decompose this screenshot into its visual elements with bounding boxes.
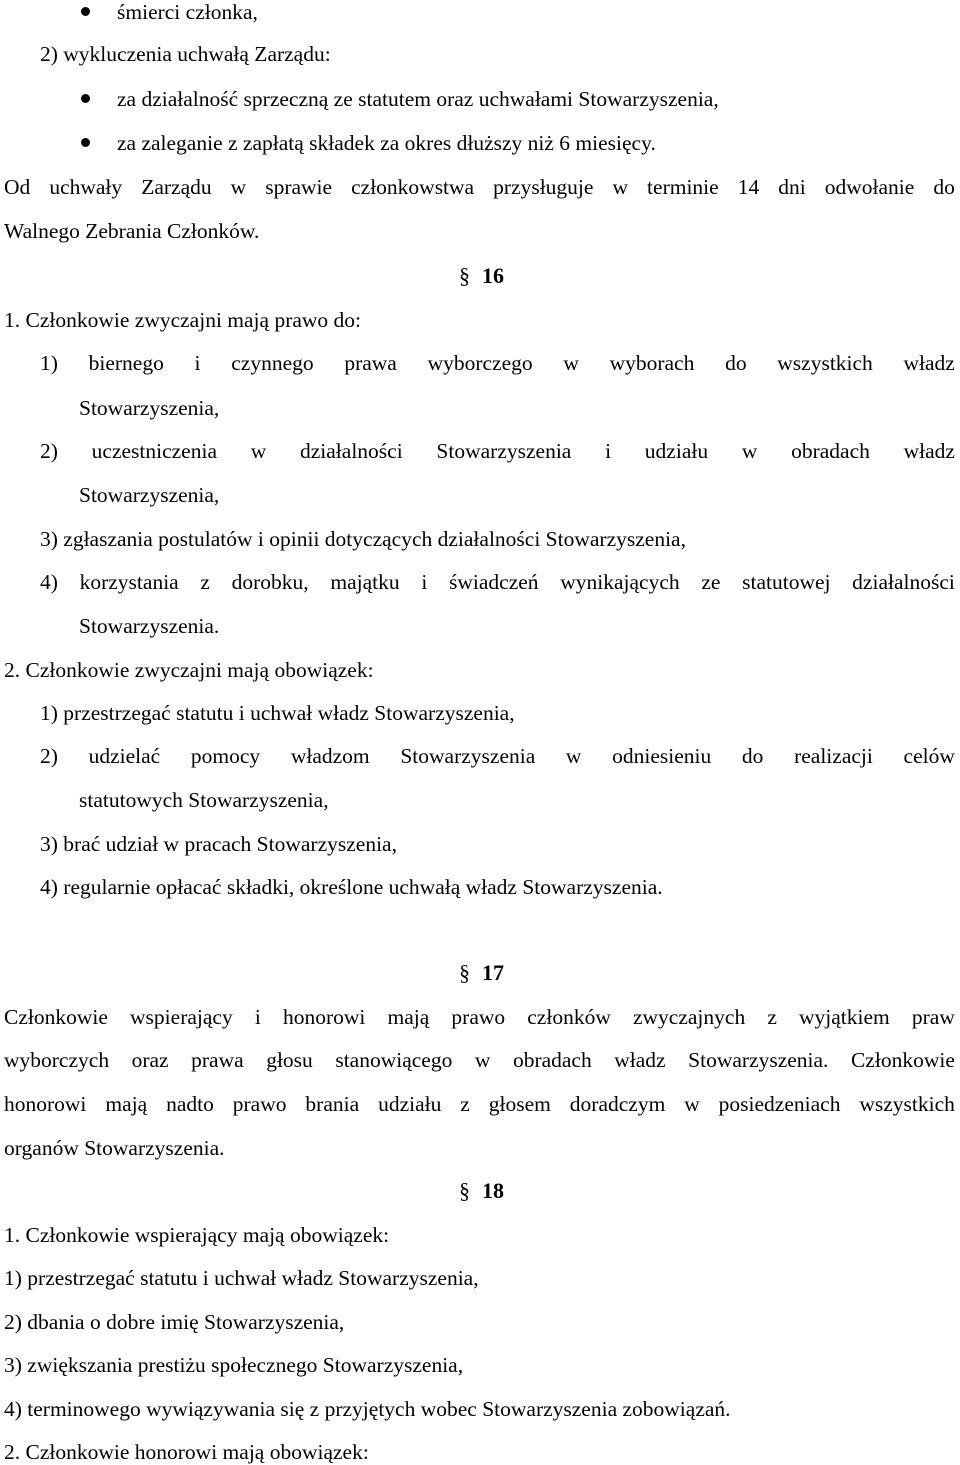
word: z xyxy=(767,1005,777,1029)
word: prawo xyxy=(451,1005,506,1029)
word: statutowej xyxy=(742,570,831,594)
word: Członkowie xyxy=(4,1005,108,1029)
word: zwyczajnych xyxy=(632,1005,746,1029)
duty-4: 4) regularnie opłacać składki, określone uchwałą władz Stowarzyszenia. xyxy=(40,875,663,899)
word: obradach xyxy=(512,1048,592,1072)
section17-line3 xyxy=(4,1091,955,1117)
word: dni xyxy=(778,175,806,199)
word: Stowarzyszenia xyxy=(400,744,536,768)
duty-1: 1) przestrzegać statutu i uchwał władz Stowarzyszenia, xyxy=(40,701,515,725)
bullet-icon xyxy=(81,7,90,16)
word: w xyxy=(565,744,582,768)
word: i xyxy=(254,1005,261,1029)
list-item-death: śmierci członka, xyxy=(117,0,258,24)
word: do xyxy=(741,744,764,768)
word: Stowarzyszenia. xyxy=(688,1048,829,1072)
word: wszystkich xyxy=(859,1092,955,1116)
word: wyborczych xyxy=(4,1048,110,1072)
word: oraz xyxy=(131,1048,169,1072)
word: do xyxy=(725,351,747,375)
word: władz xyxy=(903,351,955,375)
word: wynikających xyxy=(560,570,680,594)
word: przysługuje xyxy=(493,175,594,199)
word: 1) xyxy=(40,351,58,375)
word: 2) xyxy=(40,744,58,768)
word: władz xyxy=(903,439,955,463)
word: głosu xyxy=(266,1048,313,1072)
word: 14 xyxy=(737,175,760,199)
word: działalności xyxy=(300,439,403,463)
word: honorowi xyxy=(282,1005,366,1029)
word: stanowiącego xyxy=(335,1048,453,1072)
word: i xyxy=(421,570,428,594)
right-4-line1 xyxy=(40,569,955,595)
right-2-line2: Stowarzyszenia, xyxy=(79,483,220,507)
section-sign: § xyxy=(459,263,470,288)
word: praw xyxy=(911,1005,955,1029)
word: realizacji xyxy=(794,744,873,768)
section18-heading-duties: 1. Członkowie wspierający mają obowiązek: xyxy=(4,1223,390,1247)
word: mają xyxy=(387,1005,430,1029)
word: i xyxy=(605,439,612,463)
section-sign: § xyxy=(459,960,470,985)
section-sign: § xyxy=(459,1178,470,1203)
section16-heading-duties: 2. Członkowie zwyczajni mają obowiązek: xyxy=(4,658,374,682)
word: w xyxy=(250,439,267,463)
word: prawa xyxy=(344,351,397,375)
section16-heading-rights: 1. Członkowie zwyczajni mają prawo do: xyxy=(4,308,362,332)
word: władz xyxy=(614,1048,666,1072)
list-item-contrary-activity: za działalność sprzeczną ze statutem oraz uchwałami Stowarzyszenia, xyxy=(117,87,719,111)
word: wyborach xyxy=(609,351,695,375)
word: do xyxy=(933,175,955,199)
right-1-line2: Stowarzyszenia, xyxy=(79,396,220,420)
word: Od xyxy=(4,175,31,199)
right-4-line2: Stowarzyszenia. xyxy=(79,614,220,638)
word: posiedzeniach xyxy=(718,1092,841,1116)
word: głosem xyxy=(488,1092,551,1116)
list-item-exclusion: 2) wykluczenia uchwałą Zarządu: xyxy=(40,42,331,66)
word: władzom xyxy=(290,744,370,768)
section-heading-18 xyxy=(459,1178,504,1204)
word: obradach xyxy=(791,439,870,463)
section17-line1 xyxy=(4,1004,955,1030)
word: uczestniczenia xyxy=(91,439,217,463)
paragraph-appeal-line2: Walnego Zebrania Członków. xyxy=(4,219,260,243)
section18-heading-honorary: 2. Członkowie honorowi mają obowiązek: xyxy=(4,1440,369,1464)
section-number: 17 xyxy=(482,960,504,985)
word: sprawie xyxy=(265,175,333,199)
duty-3: 3) brać udział w pracach Stowarzyszenia, xyxy=(40,832,397,856)
word: z xyxy=(460,1092,470,1116)
word: działalności xyxy=(852,570,955,594)
section-number: 18 xyxy=(482,1178,504,1203)
word: w xyxy=(563,351,579,375)
section17-line4: organów Stowarzyszenia. xyxy=(4,1136,225,1160)
word: ze xyxy=(701,570,721,594)
word: w xyxy=(684,1092,700,1116)
word: i xyxy=(194,351,201,375)
paragraph-appeal-line1 xyxy=(4,174,955,200)
word: prawo xyxy=(232,1092,287,1116)
bullet-icon xyxy=(81,94,90,103)
word: z xyxy=(200,570,210,594)
word: odwołanie xyxy=(824,175,915,199)
right-2-line1 xyxy=(40,438,955,464)
word: terminie xyxy=(647,175,719,199)
word: celów xyxy=(903,744,955,768)
word: czynnego xyxy=(231,351,314,375)
word: uchwały xyxy=(49,175,123,199)
list-item-fee-arrears: za zaleganie z zapłatą składek za okres dłuższy niż 6 miesięcy. xyxy=(117,131,656,155)
supporting-duty-3: 3) zwiększania prestiżu społecznego Stowarzyszenia, xyxy=(4,1353,464,1377)
word: honorowi xyxy=(4,1092,87,1116)
section17-line2 xyxy=(4,1047,955,1073)
word: biernego xyxy=(88,351,164,375)
supporting-duty-2: 2) dbania o dobre imię Stowarzyszenia, xyxy=(4,1310,345,1334)
supporting-duty-4: 4) terminowego wywiązywania się z przyjętych wobec Stowarzyszenia zobowiązań. xyxy=(4,1397,731,1421)
right-3: 3) zgłaszania postulatów i opinii dotyczących działalności Stowarzyszenia, xyxy=(40,527,686,551)
word: Stowarzyszenia xyxy=(436,439,572,463)
word: majątku xyxy=(330,570,400,594)
word: 4) xyxy=(40,570,58,594)
duty-2-line1 xyxy=(40,743,955,769)
word: wyjątkiem xyxy=(799,1005,890,1029)
word: członkowstwa xyxy=(351,175,475,199)
word: doradczym xyxy=(569,1092,666,1116)
supporting-duty-1: 1) przestrzegać statutu i uchwał władz Stowarzyszenia, xyxy=(4,1266,479,1290)
word: wspierający xyxy=(130,1005,233,1029)
word: korzystania xyxy=(79,570,179,594)
bullet-icon xyxy=(81,138,90,147)
duty-2-line2: statutowych Stowarzyszenia, xyxy=(79,788,329,812)
word: członków xyxy=(527,1005,611,1029)
word: prawa xyxy=(191,1048,244,1072)
word: Członkowie xyxy=(850,1048,955,1072)
section-heading-17 xyxy=(459,960,504,986)
word: pomocy xyxy=(190,744,261,768)
section-number: 16 xyxy=(482,263,504,288)
word: wyborczego xyxy=(427,351,533,375)
word: udziału xyxy=(378,1092,442,1116)
right-1-line1 xyxy=(40,350,955,376)
word: Zarządu xyxy=(141,175,212,199)
word: udziału xyxy=(644,439,709,463)
word: w xyxy=(612,175,629,199)
section-heading-16 xyxy=(459,263,504,289)
word: mają xyxy=(105,1092,148,1116)
word: 2) xyxy=(40,439,58,463)
word: wszystkich xyxy=(777,351,873,375)
word: nadto xyxy=(166,1092,214,1116)
word: udzielać xyxy=(88,744,161,768)
word: w xyxy=(474,1048,491,1072)
word: brania xyxy=(305,1092,360,1116)
word: świadczeń xyxy=(449,570,539,594)
word: odniesieniu xyxy=(612,744,712,768)
word: w xyxy=(741,439,758,463)
word: dorobku, xyxy=(231,570,309,594)
word: w xyxy=(230,175,247,199)
